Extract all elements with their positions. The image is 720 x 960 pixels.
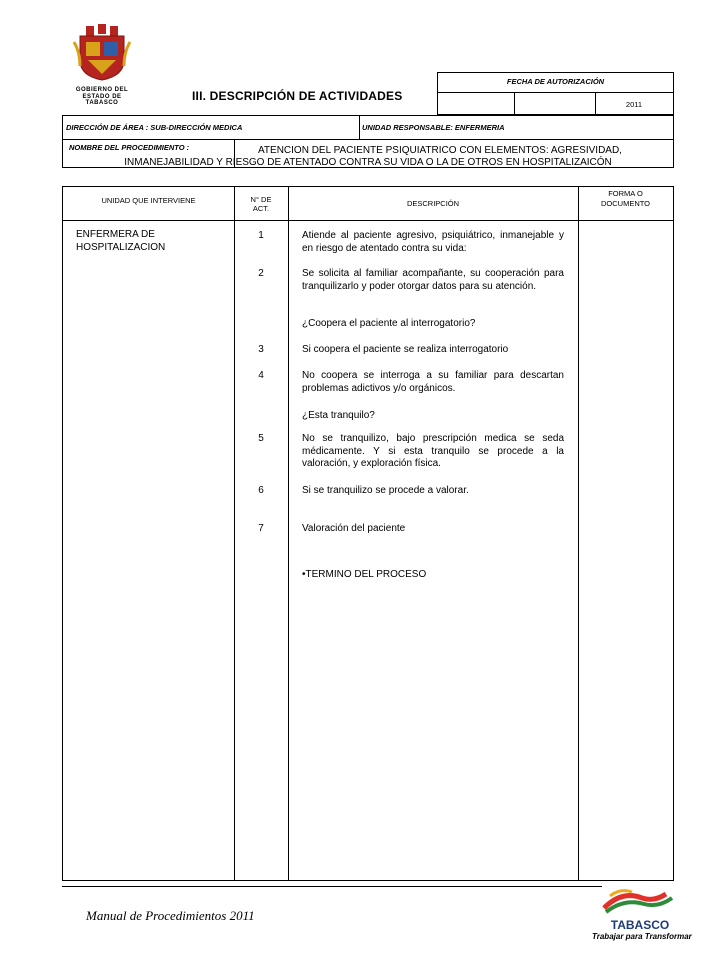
footer-manual-title: Manual de Procedimientos 2011 [86,908,255,923]
activity-description: Se solicita al familiar acompañante, su cooperación para tranquilizarlo y poder otorgar datos para su atención. [302,268,564,292]
page-title: III. DESCRIPCIÓN DE ACTIVIDADES [192,89,403,103]
activity-number: 4 [258,370,264,381]
unidad-line-2: HOSPITALIZACION [76,241,166,253]
activity-number: 6 [258,485,264,496]
direccion-area: DIRECCIÓN DE ÁREA : SUB-DIRECCIÓN MEDICA [66,123,243,132]
activity-number: 3 [258,344,264,355]
unidad-cell [76,229,165,254]
col-header-num-line-2: ACT. [252,204,270,213]
activity-number: 1 [258,230,264,241]
tabasco-wave-icon [592,888,688,914]
col-header-num-line-1: N° DE [250,195,272,204]
activity-number: 5 [258,433,264,444]
tabasco-brand-logo [592,888,692,944]
footer-rule [62,886,602,887]
nombre-procedimiento-label: NOMBRE DEL PROCEDIMIENTO : [69,143,190,152]
direccion-row [62,115,674,140]
activities-table [62,186,674,881]
brand-name: TABASCO [610,918,670,932]
activity-description: Valoración del paciente [302,523,406,534]
activity-description: Si coopera el paciente se realiza interrogatorio [302,344,509,355]
logo-text-line-2: ESTADO DE [82,93,122,100]
col-header-forma-line-2: DOCUMENTO [600,199,651,208]
fecha-label: FECHA DE AUTORIZACIÓN [506,77,605,86]
shield-emblem-icon [72,22,132,82]
nombre-procedimiento-line-1: ATENCION DEL PACIENTE PSIQUIATRICO CON ELEMENTOS: AGRESIVIDAD, [258,145,622,156]
activity-description: Si se tranquilizo se procede a valorar. [302,485,469,496]
activity-description: Atiende al paciente agresivo, psiquiátrico, inmanejable y en riesgo de atentado contra su vida: [302,230,564,254]
col-header-forma-line-1: FORMA O [608,189,643,198]
activity-description: No coopera se interroga a su familiar para descartan problemas adictivos y/o orgánicos. [302,370,564,394]
logo-text-line-3: TABASCO [85,100,119,106]
col-header-forma [578,189,673,209]
activity-question: ¿Esta tranquilo? [302,410,375,421]
nombre-procedimiento-line-2: INMANEJABILIDAD Y RIESGO DE ATENTADO CONTRA SU VIDA O LA DE OTROS EN HOSPITALIZAICÓN [124,157,612,168]
col-header-unidad: UNIDAD QUE INTERVIENE [101,196,196,205]
activity-number: 7 [258,523,264,534]
unidad-line-1: ENFERMERA DE [76,229,155,240]
fecha-autorizacion-box [437,72,674,115]
nombre-procedimiento-row [62,140,674,168]
fecha-year: 2011 [625,100,643,109]
activity-question: ¿Coopera el paciente al interrogatorio? [302,318,476,329]
state-coat-of-arms-logo [72,22,132,106]
logo-text-line-1: GOBIERNO DEL [75,87,129,93]
brand-slogan: Trabajar para Transformar [592,932,692,941]
activity-description: No se tranquilizo, bajo prescripción medica se seda médicamente. Y si esta tranquilo se procede a la valoración, y exploración física. [302,433,564,469]
unidad-responsable: UNIDAD RESPONSABLE: ENFERMERIA [362,123,505,132]
col-header-descripcion: DESCRIPCIÓN [406,199,460,208]
col-header-num [234,195,288,213]
activity-number: 2 [258,268,264,279]
activity-end: •TERMINO DEL PROCESO [302,569,427,580]
